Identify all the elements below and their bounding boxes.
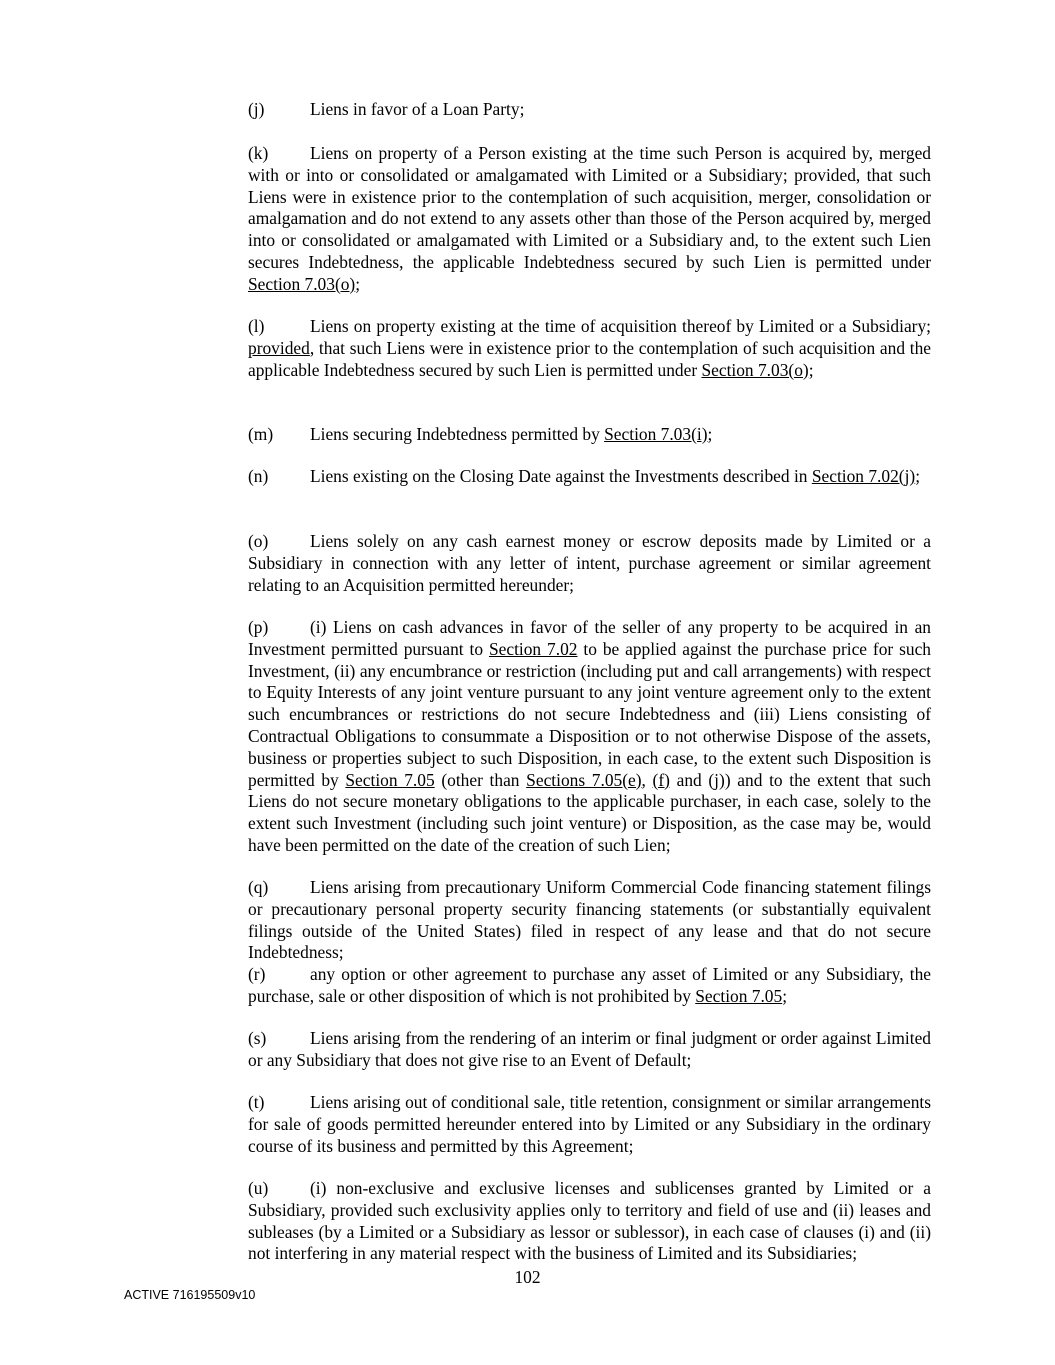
section-reference-link[interactable]: Section 7.05: [345, 769, 435, 790]
clause-text: Liens on property existing at the time of acquisition thereof by Limited or a Subsidiary;: [310, 316, 931, 336]
clause-text: (i) Liens on cash advances in favor of the seller of any property to be acquired in an Investment permitted pursuant to: [248, 617, 931, 659]
clause-text: Liens on property of a Person existing at the time such Person is acquired by, merged with or into or consolidated or amalgamated with Limited or a Subsidiary; provided, that such Liens were in existence prior to the contemplation of such acquisition, merger, consolidation or amalgamation and do not extend to any assets other than those of the Person acquired by, merged into or consolidated or amalgamated with Limited or a Subsidiary and, to the extent such Lien secures Indebtedness, the applicable Indebtedness secured by such Lien is permitted under: [248, 143, 931, 272]
clause-text: Liens arising from precautionary Uniform Commercial Code financing statement filings or precautionary personal property security financing statements (or substantially equivalent filings outside of the United States) filed in respect of any lease and that do not secure Indebtedness;: [248, 877, 931, 963]
section-reference-link[interactable]: Section 7.02(j): [811, 466, 916, 486]
section-reference-link[interactable]: Section 7.02: [488, 638, 578, 659]
clause-text: Liens securing Indebtedness permitted by: [310, 424, 605, 444]
section-reference-link[interactable]: Section 7.05: [695, 985, 783, 1006]
clause-t: [187, 1092, 931, 1157]
clause-m: (m) Liens securing Indebtedness permitted by Section 7.03(i);: [248, 424, 713, 444]
clause-label: (u): [248, 1178, 269, 1198]
clause-text: Liens existing on the Closing Date against the Investments described in: [310, 466, 812, 486]
clause-text: Liens arising out of conditional sale, title retention, consignment or similar arrangements for sale of goods permitted hereunder entered into by Limited or any Subsidiary in the ordinary course of its business and permitted by this Agreement;: [248, 1092, 931, 1156]
section-reference-link[interactable]: Section 7.03(o): [701, 359, 809, 380]
clause-text: Liens arising from the rendering of an interim or final judgment or order against Limited or any Subsidiary that does not give rise to an Event of Default;: [248, 1028, 931, 1070]
page-number: 102: [514, 1267, 541, 1287]
section-reference-link[interactable]: Section 7.03(i): [604, 424, 708, 444]
clause-text: Liens in favor of a Loan Party;: [310, 99, 525, 119]
clause-j: [187, 99, 931, 121]
clause-p: (p) (i) Liens on cash advances in favor of the seller of any property to be acquired in an Investment permitted pursuant to Section 7.02 to be applied against the purchase price for such Investment, (ii) any encumbrance or restriction (including put and call arrangements) with respect to Equity Interests of any joint venture pursuant to any joint venture agreement only to the extent such encumbrances or restrictions do not secure Indebtedness and (iii) Liens consisting of Contractual Obligations to consummate a Disposition or to not otherwise Dispose of the assets, business or properties subject to such Disposition, in each case, to the extent such Disposition is permitted by Section 7.05 (other than Sections 7.05(e), (f) and (j)) and to the extent that such Liens do not secure monetary obligations to the applicable purchaser, in each case, solely to the extent such Investment (including such joint venture) or Disposition, as the case may be, would have been permitted on the date of the creation of such Lien;: [248, 617, 931, 855]
clause-text: Liens solely on any cash earnest money or escrow deposits made by Limited or a Subsidiary in connection with any letter of intent, purchase agreement or similar agreement relating to an Acquisition permitted hereunder;: [248, 531, 931, 595]
clause-label: (t): [248, 1092, 265, 1112]
clause-label: (l): [248, 316, 265, 336]
clause-label: (o): [248, 531, 269, 551]
clause-k: (k) Liens on property of a Person existing at the time such Person is acquired by, merged with or into or consolidated or amalgamated with Limited or a Subsidiary; provided, that such Liens were in existence prior to the contemplation of such acquisition, merger, consolidation or amalgamation and do not extend to any assets other than those of the Person acquired by, merged into or consolidated or amalgamated with Limited or a Subsidiary and, to the extent such Lien secures Indebtedness, the applicable Indebtedness secured by such Lien is permitted under Section 7.03(o);: [248, 143, 931, 294]
clause-label: (p): [248, 617, 269, 637]
document-footer-id: ACTIVE 716195509v10: [124, 1288, 256, 1302]
clause-s: [187, 1028, 931, 1072]
clause-n: (n) Liens existing on the Closing Date against the Investments described in Section 7.02(j);: [248, 466, 921, 486]
clause-text: any option or other agreement to purchase any asset of Limited or any Subsidiary, the purchase, sale or other disposition of which is not prohibited by: [248, 964, 931, 1006]
clause-label: (r): [248, 964, 266, 984]
clause-label: (j): [248, 99, 265, 119]
clause-text: (i) non-exclusive and exclusive licenses and sublicenses granted by Limited or a Subsidiary, provided such exclusivity applies only to territory and field of use and (ii) leases and subleases (by a Limited or a Subsidiary as lessor or sublessor), in each case of clauses (i) and (ii) not interfering in any material respect with the business of Limited and its Subsidiaries;: [248, 1178, 931, 1264]
clause-label: (q): [248, 877, 269, 897]
clause-l: (l) Liens on property existing at the time of acquisition thereof by Limited or a Subsidiary; provided, that such Liens were in existence prior to the contemplation of such acquisition and the applicable Indebtedness secured by such Lien is permitted under Section 7.03(o);: [248, 316, 931, 380]
section-reference-link[interactable]: (j): [708, 769, 725, 790]
clause-label: (m): [248, 424, 274, 444]
clause-o: [187, 531, 931, 596]
provided-term: provided: [248, 337, 310, 358]
section-reference-link[interactable]: Sections 7.05(e): [526, 769, 642, 790]
clause-label: (k): [248, 143, 269, 163]
clause-r: (r) any option or other agreement to purchase any asset of Limited or any Subsidiary, the purchase, sale or other disposition of which is not prohibited by Section 7.05;: [248, 964, 931, 1006]
clause-label: (n): [248, 466, 269, 486]
clause-label: (s): [248, 1028, 267, 1048]
clause-u: [187, 1178, 931, 1265]
clause-q: [187, 877, 931, 964]
section-reference-link[interactable]: (f): [652, 769, 670, 790]
section-reference-link[interactable]: Section 7.03(o): [248, 273, 356, 294]
